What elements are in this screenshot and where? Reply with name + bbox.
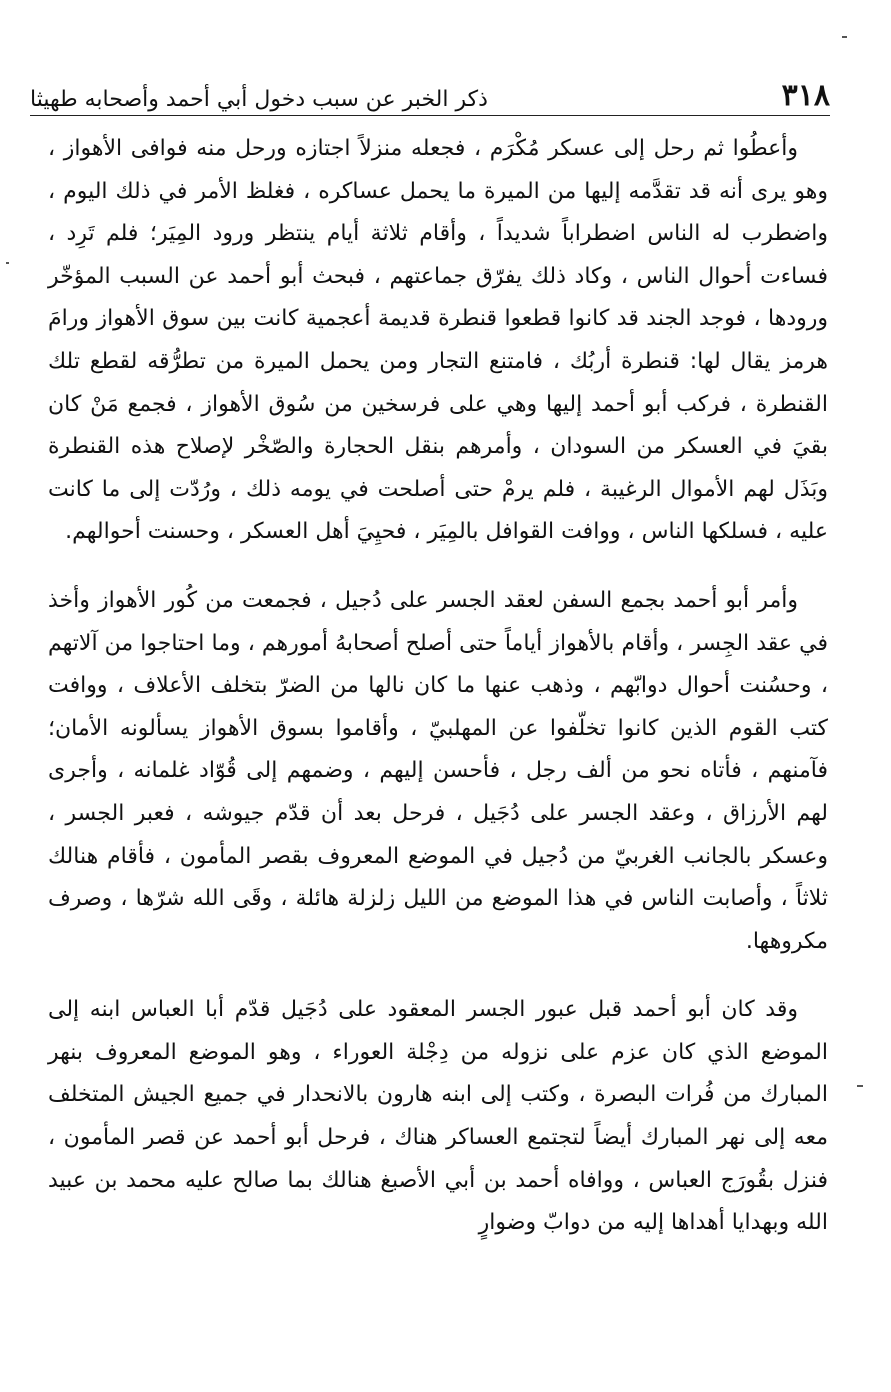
scan-speck bbox=[842, 36, 847, 38]
scan-speck bbox=[6, 262, 9, 264]
body-text bbox=[48, 128, 828, 1245]
running-title: ذكر الخبر عن سبب دخول أبي أحمد وأصحابه طهيثا bbox=[30, 87, 488, 112]
page-header bbox=[30, 72, 830, 116]
paragraph-1: وأعطُوا ثم رحل إلى عسكر مُكْرَم ، فجعله منزلاً اجتازه ورحل منه فوافى الأهواز ، وهو يرى أنه قد تقدَّمه إليها من الميرة ما يحمل عساكره ، فغلظ الأمر في ذلك اليوم ، واضطرب له الناس اضطراباً شديداً ، وأقام ثلاثة أيام ينتظر ورود المِيَر؛ فلم تَرِد ، فساءت أحوال الناس ، وكاد ذلك يفرّق جماعتهم ، فبحث أبو أحمد عن السبب المؤخّر ورودها ، فوجد الجند قد كانوا قطعوا قنطرة قديمة أعجمية كانت بين سوق الأهواز ورامَ هرمز يقال لها: قنطرة أربُك ، فامتنع التجار ومن يحمل الميرة من تطرُّقه لقطع تلك القنطرة ، فركب أبو أحمد إليها وهي على فرسخين من سُوق الأهواز ، فجمع مَنْ كان بقيَ في العسكر من السودان ، وأمرهم بنقل الحجارة والصّخْر لإصلاح هذه القنطرة وبَذَل لهم الأموال الرغيبة ، فلم يرمْ حتى أصلحت في يومه ذلك ، ورُدّت إلى ما كانت عليه ، فسلكها الناس ، ووافت القوافل بالمِيَر ، فحيِيَ أهل العسكر ، وحسنت أحوالهم. bbox=[48, 136, 828, 545]
paragraph-3: وقد كان أبو أحمد قبل عبور الجسر المعقود على دُجَيل قدّم أبا العباس ابنه إلى الموضع الذي كان عزم على نزوله من دِجْلة العوراء ، وهو الموضع المعروف بنهر المبارك من فُرات البصرة ، وكتب إلى ابنه هارون بالانحدار في جميع الجيش المتخلف معه إلى نهر المبارك أيضاً لتجتمع العساكر هناك ، فرحل أبو أحمد عن قصر المأمون ، فنزل بقُورَج العباس ، ووافاه أحمد بن أبي الأصبغ هنالك بما صالح عليه محمد بن عبيد الله وبهدايا أهداها إليه من دوابّ وضوارٍ bbox=[48, 997, 828, 1236]
paragraph-2: وأمر أبو أحمد بجمع السفن لعقد الجسر على دُجيل ، فجمعت من كُور الأهواز وأخذ في عقد الجِسر ، وأقام بالأهواز أياماً حتى أصلح أصحابهُ أمورهم ، وما احتاجوا من آلاتهم ، وحسُنت أحوال دوابّهم ، وذهب عنها ما كان نالها من الضرّ بتخلف الأعلاف ، ووافت كتب القوم الذين كانوا تخلّفوا عن المهلبيّ ، وأقاموا بسوق الأهواز يسألونه الأمان؛ فآمنهم ، فأتاه نحو من ألف رجل ، فأحسن إليهم ، وضمهم إلى قُوّاد غلمانه ، وأجرى لهم الأرزاق ، وعقد الجسر على دُجَيل ، فرحل بعد أن قدّم جيوشه ، فعبر الجسر ، وعسكر بالجانب الغربيّ من دُجيل في الموضع المعروف بقصر المأمون ، فأقام هنالك ثلاثاً ، وأصابت الناس في هذا الموضع من الليل زلزلة هائلة ، وقَى الله شرّها ، وصرف مكروهها. bbox=[48, 587, 828, 954]
page-number: ٣١٨ bbox=[781, 78, 830, 113]
scan-speck bbox=[857, 1085, 863, 1087]
